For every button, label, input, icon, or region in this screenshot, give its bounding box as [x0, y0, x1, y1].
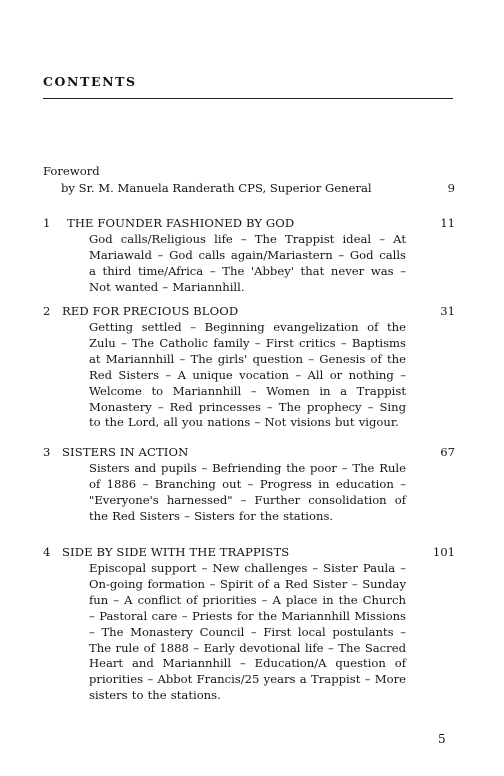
chapter-page: 31 — [440, 304, 455, 318]
chapter-number: 4 — [43, 545, 51, 559]
chapter-title: THE FOUNDER FASHIONED BY GOD — [67, 216, 295, 230]
foreword-page: 9 — [447, 181, 455, 195]
chapter-description: Sisters and pupils – Befriending the poor – The Rule of 1886 – Branching out – Progress in education – "Everyone's harnessed" – Further consolidation of the Red Sisters – Sisters for the stations. — [89, 461, 406, 523]
foreword-byline: by Sr. M. Manuela Randerath CPS, Superior General — [61, 181, 372, 195]
chapter-page: 67 — [440, 445, 455, 459]
chapter-title: SIDE BY SIDE WITH THE TRAPPISTS — [62, 545, 290, 559]
chapter-4-entry — [43, 543, 455, 704]
chapter-description: God calls/Religious life – The Trappist ideal – At Mariawald – God calls again/Mariastern – God calls a third time/Africa – The 'Abbey' that never was – Not wanted – Mariannhill. — [89, 232, 406, 294]
chapter-description: Getting settled – Beginning evangelization of the Zulu – The Catholic family – First critics – Baptisms at Mariannhill – The girls' question – Genesis of the Red Sisters – A unique vocation – All or nothing – Welcome to Mariannhill – Women in a Trappist Monastery – Red princesses – The prophecy – Sing to the Lord, all you nations – Not visions but vigour. — [89, 320, 406, 430]
chapter-number: 2 — [43, 304, 51, 318]
chapter-number: 3 — [43, 445, 51, 459]
chapter-2-entry — [43, 302, 455, 431]
chapter-description: Episcopal support – New challenges – Sister Paula – On-going formation – Spirit of a Red Sister – Sunday fun – A conflict of priorities – A place in the Church – Pastoral care – Priests for the Mariannhill Missions – The Monastery Council – First local postulants – The rule of 1888 – Early devotional life – The Sacred Heart and Mariannhill – Education/A question of priorities – Abbot Francis/25 years a Trappist – More sisters to the stations. — [89, 561, 406, 703]
chapter-page: 101 — [432, 545, 455, 559]
heading-rule — [43, 98, 453, 99]
chapter-title: SISTERS IN ACTION — [62, 445, 189, 459]
chapter-1-entry — [43, 214, 455, 296]
chapter-title: RED FOR PRECIOUS BLOOD — [62, 304, 239, 318]
contents-heading: CONTENTS — [43, 74, 137, 89]
foreword-title: Foreword — [43, 164, 100, 178]
chapter-3-entry — [43, 443, 455, 525]
page-number: 5 — [438, 732, 446, 746]
chapter-number: 1 — [43, 216, 51, 230]
chapter-page: 11 — [440, 216, 455, 230]
